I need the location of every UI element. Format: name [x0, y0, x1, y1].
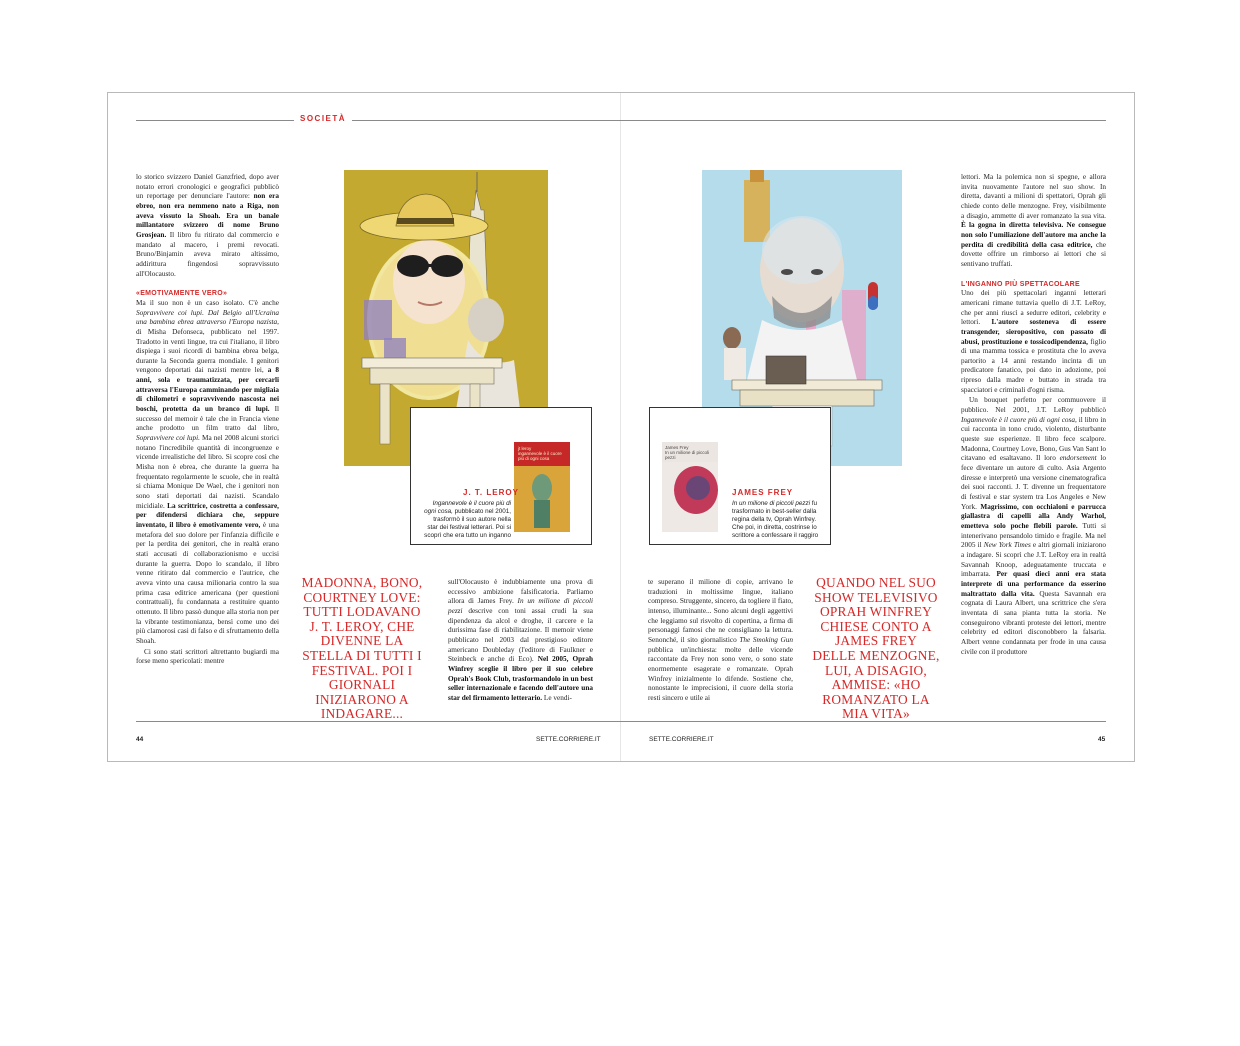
text-italic: endorsement [1059, 454, 1097, 463]
text-bold: È la gogna in diretta televisiva. Ne consegue non solo l'umiliazione dell'autore ma anche la perdita di credibilità della casa editrice, [961, 221, 1106, 249]
right-col-1 [648, 578, 793, 705]
caption-title: JAMES FREY [732, 488, 794, 497]
text: Le vendi- [543, 693, 572, 702]
section-label: SOCIETÀ [294, 114, 352, 123]
header-rule [136, 120, 1106, 121]
footer-url-left: SETTE.CORRIERE.IT [536, 736, 601, 743]
pullquote-left: MADONNA, BONO, COURTNEY LOVE: TUTTI LODAVANO J. T. LEROY, CHE DIVENNE LA STELLA DI TUTTI I FESTIVAL. POI I GIORNALI INIZIARONO A INDAGARE... [301, 575, 423, 722]
text: pubblica un'inchiesta: molte delle vicende raccontate da Frey non sono vere, o sono state enormemente esagerate e romanzate. Oprah Winfrey inizialmente lo difende. Sostiene che, nonostante le imprecisioni, il cuore della storia resti sincero e utile ai [648, 645, 793, 702]
text: Un bouquet perfetto per commuovere il pubblico. Nel 2001, J.T. LeRoy pubblicò [961, 396, 1106, 415]
text: Tutti si intenerivano pensandolo timido e fragile. Ma nel 2005 il [961, 521, 1107, 550]
subhead-emotivamente-vero: «EMOTIVAMENTE VERO» [136, 290, 228, 298]
caption-italic: Ingannevole è il cuore più di ogni cosa, [424, 500, 511, 515]
text-italic: The Smoking Gun [739, 635, 793, 644]
book-title: ingannevole è il cuore più di ogni cosa [518, 451, 562, 461]
magazine-spread [107, 92, 1135, 762]
book-cover-james-frey [662, 442, 718, 532]
subhead-inganno: L'INGANNO PIÙ SPETTACOLARE [961, 280, 1081, 288]
text: lettori. Ma la polemica non si spegne, e allora invita nuovamente l'autore nel suo show. In diretta, davanti a milioni di spettatori, Oprah gli chiede conto delle menzogne. Frey, visibilmente a disagio, ammette di aver romanzato la sua vita. [961, 173, 1106, 220]
spine [620, 93, 621, 761]
caption-title: J. T. LEROY [463, 488, 519, 497]
right-col-3 [961, 173, 1106, 658]
book-cover-jt-leroy [514, 442, 570, 532]
text: Uno dei più spettacolari inganni letterari americani rimane tuttavia quello di J.T. LeRoy, che per anni riuscì a sedurre editori, celebrity e lettori. [961, 289, 1106, 327]
text: che dovette offrire un rimborso ai lettori che si sentivano truffati. [961, 240, 1107, 268]
left-col-1 [136, 173, 279, 668]
text-bold: a 8 anni, sola e traumatizzata, per cercarli attraversa l'Europa camminando per migliaia di chilometri e sopravvivendo nascosta nei boschi, protetta da un branco di lupi. [136, 366, 280, 414]
text: Questa Savannah era cognata di Laura Albert, una scrittrice che s'era inventata di sana pianta tutta la storia. Ne conseguirono vibranti proteste dei lettori, mentre celebrity ed editori disconobbero la falsaria. Albert venne condannata per frode in una causa civile con il produttore [961, 589, 1106, 656]
pullquote-right: QUANDO NEL SUO SHOW TELEVISIVO OPRAH WINFREY CHIESE CONTO A JAMES FREY DELLE MENZOGNE, LUI, A DISAGIO, AMMISE: «HO ROMANZATO LA MIA VITA» [812, 575, 940, 722]
book-cover-art [514, 466, 570, 532]
folio-left: 44 [136, 736, 144, 743]
text-italic: Sopravvivere coi lupi. [136, 434, 200, 443]
text: e altri giornali iniziarono a indagare. Si scoprì che J.T. LeRoy era in realtà Savannah Knoop, adeguatamente truccata e imbarrata. [961, 541, 1107, 579]
text-bold: Nel 2005, Oprah Winfrey sceglie il libro per il suo celebre Oprah's Book Club, trasformandolo in un best seller internazionale e facendo dell'autore una star del firmamento letterario. [448, 655, 594, 702]
folio-right: 45 [1098, 736, 1106, 743]
book-cover-text [665, 445, 715, 461]
text: di Misha Defonseca, pubblicato nel 1997. Tradotto in venti lingue, tra cui l'italiano, il libro dispiega i suoi ricordi di bambina ebrea belga, durante la Seconda guerra mondiale. I genitori vengono deportati dai nazisti mentre lei, [136, 327, 279, 375]
text: Ma il suo non è un caso isolato. C'è anche [136, 298, 279, 307]
text-bold: Magrissimo, con occhialoni e parrucca giallastra di capelli alla Andy Warhol, emetteva solo poche flebili parole. [961, 502, 1107, 530]
text-bold: La scrittrice, costretta a confessare, per difendersi dichiara che, seppure inventato, il libro è emotivamente vero, [136, 501, 279, 529]
text: Il successo del memoir è tale che in Francia viene anche prodotto un film tratto dal libro, [136, 405, 280, 433]
left-col-3 [448, 578, 593, 705]
text-italic: In un milione di piccoli pezzi [448, 597, 593, 615]
book-cover-text [518, 446, 566, 466]
text: te superano il milione di copie, arrivano le traduzioni in moltissime lingue, italiano compreso. Struggente, sincero, da togliere il fiato, intenso, illuminante... Sono alcuni degli aggettivi che leggiamo sul risvolto di copertina, a firma di personaggi famosi che ne consigliano la lettura. Senonché, il sito giornalistico [648, 578, 793, 644]
caption-box-jt-leroy [410, 407, 592, 545]
paragraph: Ci sono stati scrittori altrettanto bugiardi ma forse meno spericolati: mentre [136, 647, 279, 666]
caption-box-james-frey [649, 407, 831, 545]
caption-body: fu trasformato in best-seller dalla regina della tv, Oprah Winfrey. Che poi, in diretta, costrinse lo scrittore a confessare il raggiro [732, 500, 819, 539]
caption-body: pubblicato nel 2001, trasformò il suo autore nella star dei festival letterari. Poi si scoprì che era tutto un inganno [424, 508, 511, 539]
text-italic: Sopravvivere coi lupi. Dal Belgio all'Ucraina una bambina ebrea attraverso l'Europa nazista, [136, 308, 279, 327]
text-italic: Ingannevole è il cuore più di ogni cosa, [961, 415, 1077, 424]
book-cover-art [662, 462, 718, 532]
text: sull'Olocausto è indubbiamente una prova di eccessivo ambizione falsificatoria. Parliamo allora di James Frey. [448, 578, 593, 606]
text-bold: non era ebreo, non era nemmeno nato a Riga, non aveva vissuto la Shoah. Era un banale millantatore svizzero di nome Bruno Grosjean. [136, 192, 279, 239]
caption-text [423, 500, 511, 540]
caption-text [732, 500, 824, 540]
text: lo storico svizzero Daniel Ganzfried, dopo aver notato errori cronologici e geografici pubblicò un reportage per denunciare l'autore: [136, 173, 279, 201]
footer-url-right: SETTE.CORRIERE.IT [649, 736, 714, 743]
footer-rule [136, 721, 1106, 722]
text: Il libro fu ritirato dal commercio e mandato al macero, i premi revocati. Bruno/Binjamin aveva mirato altissimo, addirittura fingendosi sopravvissuto all'Olocausto. [136, 230, 280, 278]
text: il libro in cui racconta in tono crudo, violento, disturbante queste sue esperienze. Il libro fece scalpore. Madonna, Courtney Love, Bono, Gus Van Sant lo citavano ed esaltavano. Il loro [961, 415, 1106, 463]
text-bold: Per quasi dieci anni era stata interprete di una performance da esserino maltrattato dalla vita. [961, 570, 1107, 598]
text: descrive con toni assai crudi la sua dipendenza da alcol e droghe, il carcere e la durissima fase di riabilitazione. Il memoir viene pubblicato nel 2003 dal prestigioso editore americano Doubleday (l'editore di Faulkner e Steinbeck e anche di Eco). [448, 606, 594, 664]
text-italic: New York Times [983, 541, 1031, 550]
text: è una metafora del suo dolore per l'infanzia difficile e per la perdita dei genitori, che in realtà erano stati accusati di collaborazionismo e uccisi durante la guerra. Dopo lo scandalo, il libro venne ritirato dal commercio e l'autrice, che aveva vinto una causa milionaria contro la sua prima casa editrice americana (per questioni contrattuali), fu condannata a restituire quanto ottenuto. Il libro passò dunque alla storia non per la vibrante testimonianza, bensì come uno dei più clamorosi casi di falso e di sfruttamento della Shoah. [136, 520, 280, 645]
text: Ma nel 2008 alcuni storici notano l'incredibile quantità di incongruenze e vicende irrealistiche del libro. Si scopre così che Misha non è ebrea, che durante la guerra ha frequentato regolarmente le scuole, che in realtà si chiama Monique De Wael, che i genitori non sono stati deportati dai nazisti. Scandalo micidiale. [136, 434, 279, 510]
book-title: In un milione di piccoli pezzi [665, 450, 710, 460]
caption-italic: In un milione di piccoli pezzi [732, 500, 811, 507]
text: figlio di una mamma tossica e prostituta che lo aveva partorito a 14 anni restando incinta di un predicatore fanatico, poi dato in adozione, poi ripreso dalla madre e buttato in strada tra spacciatori e criminali d'ogni risma. [961, 337, 1106, 394]
text: lo fece diventare un autore di culto. Asia Argento diresse e interpretò una versione cinematografica dei suoi racconti. J. T. divenne un frequentatore di festival e star system tra Los Angeles e New York. [961, 454, 1106, 511]
book-author: James Frey [665, 445, 689, 450]
text-bold: L'autore sosteneva di essere transgender, sieropositivo, con passato di abusi, prostituzione e tossicodipendenza, [961, 318, 1106, 346]
book-author: jt leroy [518, 446, 532, 451]
